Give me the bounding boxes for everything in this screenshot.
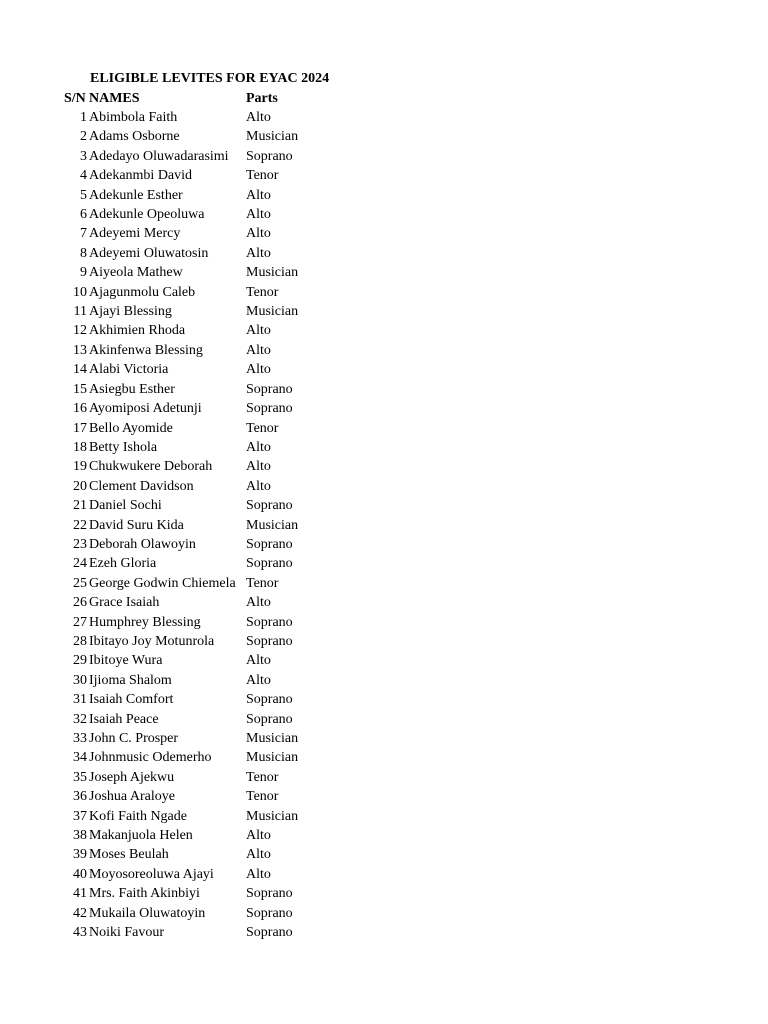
row-name: Adedayo Oluwadarasimi bbox=[89, 148, 229, 164]
table-row bbox=[0, 574, 400, 593]
row-part: Alto bbox=[246, 245, 271, 261]
row-part: Alto bbox=[246, 866, 271, 882]
row-part: Tenor bbox=[246, 284, 279, 300]
row-part: Alto bbox=[246, 342, 271, 358]
row-name: Adams Osborne bbox=[89, 129, 180, 145]
row-name: Deborah Olawoyin bbox=[89, 536, 196, 552]
table-row bbox=[0, 690, 400, 709]
header-names: NAMES bbox=[89, 91, 140, 106]
table-header bbox=[0, 89, 400, 109]
row-name: Alabi Victoria bbox=[89, 362, 169, 378]
row-name: Adekunle Esther bbox=[89, 187, 183, 203]
table-row bbox=[0, 613, 400, 632]
row-sn: 26 bbox=[73, 595, 87, 611]
row-sn: 24 bbox=[73, 556, 87, 572]
row-name: Adeyemi Oluwatosin bbox=[89, 245, 209, 261]
row-part: Alto bbox=[246, 847, 271, 863]
row-part: Musician bbox=[246, 129, 299, 145]
table-body bbox=[0, 108, 400, 942]
row-part: Musician bbox=[246, 265, 299, 281]
row-sn: 38 bbox=[73, 828, 87, 844]
table-row bbox=[0, 651, 400, 670]
header-parts: Parts bbox=[246, 91, 278, 106]
table-row bbox=[0, 516, 400, 535]
document-title: ELIGIBLE LEVITES FOR EYAC 2024 bbox=[90, 71, 330, 86]
row-sn: 42 bbox=[73, 905, 87, 921]
row-sn: 37 bbox=[73, 808, 87, 824]
row-sn: 12 bbox=[73, 323, 87, 339]
row-part: Alto bbox=[246, 207, 271, 223]
table-row bbox=[0, 496, 400, 515]
row-part: Soprano bbox=[246, 148, 293, 164]
table-row bbox=[0, 535, 400, 554]
table-row bbox=[0, 438, 400, 457]
table-row bbox=[0, 845, 400, 864]
row-part: Musician bbox=[246, 517, 299, 533]
row-name: Ayomiposi Adetunji bbox=[89, 401, 202, 417]
row-name: Moses Beulah bbox=[89, 847, 169, 863]
row-name: Kofi Faith Ngade bbox=[89, 808, 187, 824]
table-row bbox=[0, 807, 400, 826]
table-row bbox=[0, 826, 400, 845]
table-row bbox=[0, 147, 400, 166]
row-part: Soprano bbox=[246, 536, 293, 552]
row-name: Joseph Ajekwu bbox=[89, 769, 175, 785]
row-part: Alto bbox=[246, 362, 271, 378]
row-sn: 41 bbox=[73, 886, 87, 902]
row-name: Betty Ishola bbox=[89, 439, 158, 455]
row-sn: 14 bbox=[73, 362, 87, 378]
row-name: Makanjuola Helen bbox=[89, 828, 193, 844]
row-name: Aiyeola Mathew bbox=[89, 265, 183, 281]
row-name: David Suru Kida bbox=[89, 517, 184, 533]
table-row bbox=[0, 671, 400, 690]
row-sn: 23 bbox=[73, 536, 87, 552]
row-name: Adekanmbi David bbox=[89, 168, 193, 184]
row-part: Alto bbox=[246, 323, 271, 339]
row-name: Clement Davidson bbox=[89, 478, 194, 494]
row-name: Ijioma Shalom bbox=[89, 672, 172, 688]
row-name: Johnmusic Odemerho bbox=[89, 750, 212, 766]
row-sn: 22 bbox=[73, 517, 87, 533]
row-part: Soprano bbox=[246, 498, 293, 514]
table-row bbox=[0, 244, 400, 263]
row-name: Ajayi Blessing bbox=[89, 304, 172, 320]
row-part: Soprano bbox=[246, 692, 293, 708]
row-sn: 3 bbox=[80, 148, 87, 164]
row-sn: 6 bbox=[80, 207, 87, 223]
row-part: Soprano bbox=[246, 401, 293, 417]
table-row bbox=[0, 380, 400, 399]
row-part: Soprano bbox=[246, 556, 293, 572]
row-sn: 17 bbox=[73, 420, 87, 436]
row-part: Soprano bbox=[246, 614, 293, 630]
row-part: Alto bbox=[246, 828, 271, 844]
row-sn: 40 bbox=[73, 866, 87, 882]
table-row bbox=[0, 321, 400, 340]
table-row bbox=[0, 923, 400, 942]
row-sn: 15 bbox=[73, 381, 87, 397]
table-row bbox=[0, 283, 400, 302]
table-row bbox=[0, 419, 400, 438]
table-row bbox=[0, 399, 400, 418]
row-sn: 33 bbox=[73, 731, 87, 746]
row-name: Daniel Sochi bbox=[89, 498, 162, 514]
row-part: Alto bbox=[246, 672, 271, 688]
row-name: Humphrey Blessing bbox=[89, 614, 201, 630]
row-sn: 16 bbox=[73, 401, 87, 417]
row-sn: 10 bbox=[73, 284, 87, 300]
table-row bbox=[0, 768, 400, 787]
table-row bbox=[0, 554, 400, 573]
table-row bbox=[0, 205, 400, 224]
row-name: Grace Isaiah bbox=[89, 595, 160, 611]
table-row bbox=[0, 884, 400, 903]
row-sn: 8 bbox=[80, 245, 87, 261]
row-part: Musician bbox=[246, 808, 299, 824]
row-sn: 20 bbox=[73, 478, 87, 494]
table-row bbox=[0, 263, 400, 282]
row-name: John C. Prosper bbox=[89, 731, 179, 746]
row-sn: 36 bbox=[73, 789, 87, 805]
row-name: Akinfenwa Blessing bbox=[89, 342, 203, 358]
row-part: Soprano bbox=[246, 711, 293, 727]
table-row bbox=[0, 710, 400, 729]
row-part: Musician bbox=[246, 304, 299, 320]
row-sn: 31 bbox=[73, 692, 87, 708]
row-sn: 43 bbox=[73, 925, 87, 941]
table-row bbox=[0, 477, 400, 496]
row-name: Joshua Araloye bbox=[89, 789, 175, 805]
row-name: Mukaila Oluwatoyin bbox=[89, 905, 206, 921]
row-part: Soprano bbox=[246, 905, 293, 921]
row-sn: 9 bbox=[80, 265, 87, 281]
table-row bbox=[0, 787, 400, 806]
table-row bbox=[0, 108, 400, 127]
row-name: Ezeh Gloria bbox=[89, 556, 157, 572]
row-part: Tenor bbox=[246, 168, 279, 184]
row-sn: 27 bbox=[73, 614, 87, 630]
row-part: Tenor bbox=[246, 769, 279, 785]
row-name: George Godwin Chiemela bbox=[89, 575, 236, 591]
row-sn: 5 bbox=[80, 187, 87, 203]
row-part: Alto bbox=[246, 226, 271, 242]
row-part: Tenor bbox=[246, 420, 279, 436]
table-row bbox=[0, 729, 400, 748]
row-name: Adekunle Opeoluwa bbox=[89, 207, 205, 223]
table-row bbox=[0, 341, 400, 360]
table-row bbox=[0, 360, 400, 379]
row-name: Moyosoreoluwa Ajayi bbox=[89, 866, 214, 882]
table-row bbox=[0, 186, 400, 205]
row-sn: 29 bbox=[73, 653, 87, 669]
row-name: Noiki Favour bbox=[89, 925, 165, 941]
row-part: Alto bbox=[246, 110, 271, 125]
row-sn: 34 bbox=[73, 750, 87, 766]
row-sn: 21 bbox=[73, 498, 87, 514]
row-part: Soprano bbox=[246, 381, 293, 397]
row-sn: 2 bbox=[80, 129, 87, 145]
row-part: Soprano bbox=[246, 925, 293, 941]
row-part: Musician bbox=[246, 750, 299, 766]
table-row bbox=[0, 865, 400, 884]
row-sn: 39 bbox=[73, 847, 87, 863]
row-name: Abimbola Faith bbox=[89, 110, 178, 125]
row-name: Ajagunmolu Caleb bbox=[89, 284, 196, 300]
row-part: Soprano bbox=[246, 633, 293, 649]
row-sn: 30 bbox=[73, 672, 87, 688]
row-name: Ibitayo Joy Motunrola bbox=[89, 633, 215, 649]
table-row bbox=[0, 457, 400, 476]
row-name: Chukwukere Deborah bbox=[89, 459, 213, 475]
row-name: Isaiah Peace bbox=[89, 711, 159, 727]
table-row bbox=[0, 904, 400, 923]
row-name: Ibitoye Wura bbox=[89, 653, 163, 669]
row-sn: 11 bbox=[73, 304, 87, 320]
row-sn: 25 bbox=[73, 575, 87, 591]
row-part: Alto bbox=[246, 439, 271, 455]
row-sn: 19 bbox=[73, 459, 87, 475]
row-sn: 32 bbox=[73, 711, 87, 727]
row-part: Alto bbox=[246, 459, 271, 475]
row-part: Soprano bbox=[246, 886, 293, 902]
table-row bbox=[0, 632, 400, 651]
row-sn: 7 bbox=[80, 226, 87, 242]
row-part: Tenor bbox=[246, 789, 279, 805]
header-sn: S/N bbox=[64, 91, 86, 106]
row-name: Akhimien Rhoda bbox=[89, 323, 186, 339]
table-row bbox=[0, 302, 400, 321]
row-part: Alto bbox=[246, 653, 271, 669]
row-sn: 4 bbox=[80, 168, 87, 184]
row-name: Asiegbu Esther bbox=[89, 381, 175, 397]
row-part: Alto bbox=[246, 595, 271, 611]
row-sn: 35 bbox=[73, 769, 87, 785]
table-row bbox=[0, 127, 400, 146]
row-part: Musician bbox=[246, 731, 299, 746]
row-sn: 18 bbox=[73, 439, 87, 455]
row-part: Tenor bbox=[246, 575, 279, 591]
table-row bbox=[0, 224, 400, 243]
table-row bbox=[0, 748, 400, 767]
row-name: Isaiah Comfort bbox=[89, 692, 174, 708]
row-sn: 1 bbox=[80, 110, 87, 125]
row-sn: 13 bbox=[73, 342, 87, 358]
row-name: Bello Ayomide bbox=[89, 420, 173, 436]
row-part: Alto bbox=[246, 478, 271, 494]
row-name: Adeyemi Mercy bbox=[89, 226, 181, 242]
table-row bbox=[0, 166, 400, 185]
row-name: Mrs. Faith Akinbiyi bbox=[89, 886, 200, 902]
row-sn: 28 bbox=[73, 633, 87, 649]
row-part: Alto bbox=[246, 187, 271, 203]
table-row bbox=[0, 593, 400, 612]
